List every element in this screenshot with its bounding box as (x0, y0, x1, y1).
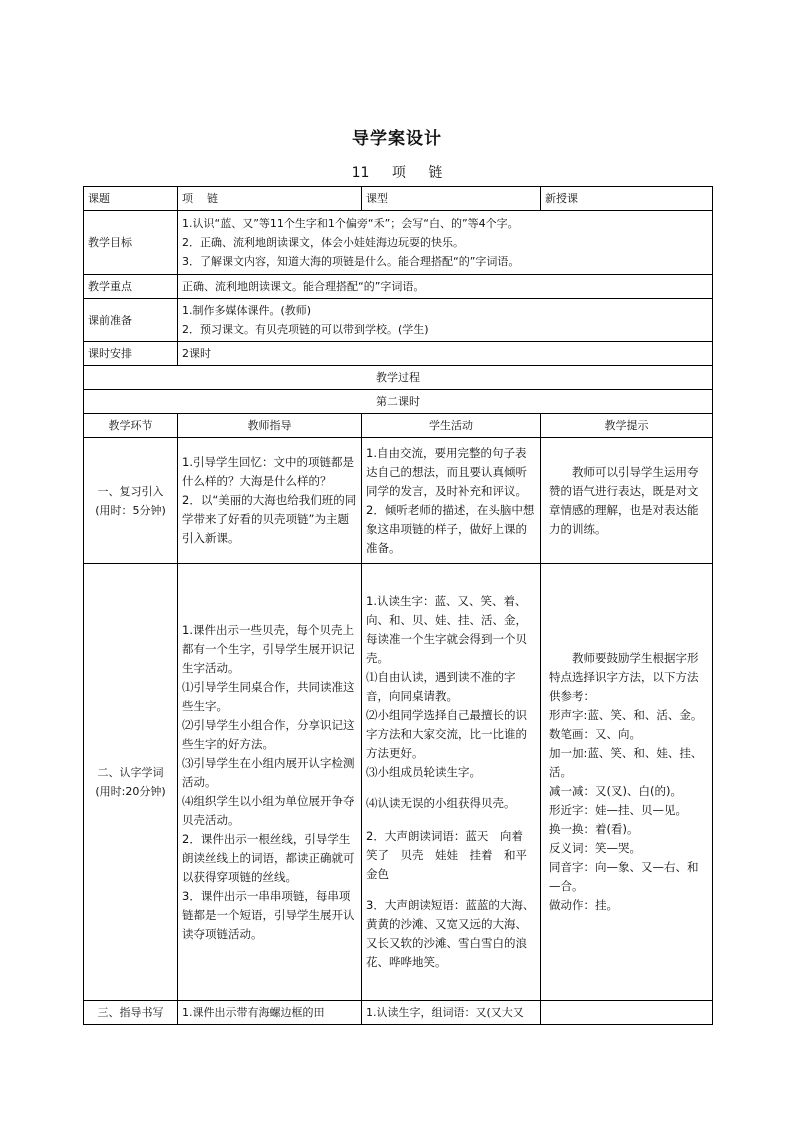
student-step: 1.自由交流，要用完整的句子表达自己的想法，而且要认真倾听同学的发言，及时补充和评议。 (366, 445, 527, 498)
info-row-prep (84, 299, 713, 342)
goal-3: 3．了解课文内容，知道大海的项链是什么。能合理搭配“的”字词语。 (182, 255, 520, 268)
stage-time: (用时:20分钟) (95, 785, 166, 798)
lesson-subtitle (0, 162, 794, 182)
type-label: 课型 (362, 187, 541, 211)
hint-text: 数笔画：又、向。 (549, 727, 641, 741)
lesson-row (84, 390, 713, 414)
lesson-title-char-2: 链 (428, 165, 443, 181)
lesson-number: 11 (351, 165, 370, 181)
type-value: 新授课 (541, 187, 713, 211)
spacer (366, 813, 536, 827)
teacher-cell (178, 564, 362, 1001)
prep-1: 1.制作多媒体课件。(教师) (182, 304, 312, 317)
prep-label: 课前准备 (84, 299, 178, 342)
stage-cell: 三、指导书写 (84, 1001, 178, 1025)
teacher-step: ⑷组织学生以小组为单位展开争夺贝壳活动。 (182, 793, 355, 827)
topic-value: 项 链 (178, 187, 362, 211)
lesson-label: 第二课时 (84, 390, 713, 414)
student-step: 2．大声朗读词语：蓝天 向着 笑了 贝壳 娃娃 挂着 和平 金色 (366, 829, 539, 881)
student-cell (362, 564, 541, 1001)
goal-2: 2．正确、流利地朗读课文，体会小娃娃海边玩耍的快乐。 (182, 236, 464, 249)
info-row-key (84, 275, 713, 299)
hint-text: 教师要鼓励学生根据字形特点选择识字方法，以下方法供参考： (549, 651, 699, 703)
lesson-plan-table (83, 186, 713, 1025)
teacher-step: 1.引导学生回忆：文中的项链都是什么样的？大海是什么样的？ (182, 455, 354, 488)
header-hint: 教学提示 (541, 414, 713, 438)
process-title-row (84, 366, 713, 390)
student-step: ⑵小组同学选择自己最擅长的识字方法和大家交流，比一比谁的方法更好。 (366, 708, 527, 760)
student-cell (362, 438, 541, 564)
hint-text: 形近字：娃—挂、贝—见。 (549, 803, 687, 817)
teacher-cell (178, 438, 362, 564)
prep-content (178, 299, 713, 342)
teacher-cell: 1.课件出示带有海螺边框的田 (178, 1001, 362, 1025)
hint-text: 换一换：着(看)。 (549, 822, 639, 836)
time-label: 课时安排 (84, 342, 178, 366)
hint-cell (541, 564, 713, 1001)
teacher-step: ⑵引导学生小组合作，分享识记这些生字的好方法。 (182, 717, 355, 751)
goals-label: 教学目标 (84, 211, 178, 275)
hint-cell (541, 1001, 713, 1025)
student-step: ⑴自由认读，遇到读不准的字音，向同桌请教。 (366, 670, 516, 703)
goal-1: 1.认识“蓝、又”等11个生字和1个偏旁“禾”；会写“白、的”等4个字。 (182, 217, 519, 230)
stage-cell (84, 564, 178, 1001)
student-step: ⑶小组成员轮读生字。 (366, 765, 481, 779)
teacher-step: 3．课件出示一串串项链，每串项链都是一个短语，引导学生展开认读夺项链活动。 (182, 888, 355, 941)
hint-text: 反义词：笑—哭。 (549, 841, 641, 855)
lesson-title-char-1: 项 (391, 165, 406, 181)
hint-text: 减一减：又(叉)、白(的)。 (549, 784, 682, 798)
header-teacher: 教师指导 (178, 414, 362, 438)
teacher-step: 2．以“美丽的大海也给我们班的同学带来了好看的贝壳项链”为主题引入新课。 (182, 493, 357, 545)
hint-text: 做动作：挂。 (549, 898, 618, 912)
hint-text: 同音字：向—象、又—右、和—合。 (549, 860, 699, 893)
column-header-row (84, 414, 713, 438)
stage-name: 二、认字学词 (97, 766, 164, 779)
time-content: 2课时 (178, 342, 713, 366)
teacher-step: ⑴引导学生同桌合作，共同读准这些生字。 (182, 679, 355, 713)
student-step: 3．大声朗读短语：蓝蓝的大海、黄黄的沙滩、又宽又远的大海、又长又软的沙滩、雪白雪白的浪花、哗哗地笑。 (366, 898, 535, 969)
stage-cell (84, 438, 178, 564)
info-row-goals (84, 211, 713, 275)
document-title: 导学案设计 (352, 129, 442, 149)
table-row (84, 564, 713, 1001)
hint-cell (541, 438, 713, 564)
header-student: 学生活动 (362, 414, 541, 438)
teacher-step: 1.课件出示一些贝壳，每个贝壳上都有一个生字，引导学生展开识记生字活动。 (182, 622, 355, 675)
process-title: 教学过程 (84, 366, 713, 390)
stage-name: 一、复习引入 (97, 484, 164, 498)
topic-label: 课题 (84, 187, 178, 211)
student-step: 2．倾听老师的描述，在头脑中想象这串项链的样子，做好上课的准备。 (366, 502, 535, 555)
student-cell: 1.认读生字，组词语：又(又大又 (362, 1001, 541, 1025)
teacher-step: 2．课件出示一根丝线，引导学生朗读丝线上的词语，都读正确就可以获得穿项链的丝线。 (182, 831, 355, 884)
hint-text: 形声字:蓝、笑、和、活、金。 (549, 708, 703, 722)
info-row-time (84, 342, 713, 366)
key-content: 正确、流利地朗读课文。能合理搭配“的”字词语。 (178, 275, 713, 299)
table-row (84, 438, 713, 564)
header-stage: 教学环节 (84, 414, 178, 438)
goals-content (178, 211, 713, 275)
spacer (366, 884, 536, 896)
student-step: 1.认读生字：蓝、又、笑、着、向、和、贝、娃、挂、活、金，每读准一个生字就会得到一个贝壳。 (366, 594, 527, 665)
table-row (84, 1001, 713, 1025)
info-row-topic (84, 187, 713, 211)
key-label: 教学重点 (84, 275, 178, 299)
hint-text: 加一加:蓝、笑、和、娃、挂、活。 (549, 746, 703, 779)
student-step: ⑷认读无误的小组获得贝壳。 (366, 796, 516, 810)
stage-time: (用时：5分钟) (95, 503, 166, 517)
prep-2: 2．预习课文。有贝壳项链的可以带到学校。(学生) (182, 323, 429, 336)
teacher-step: ⑶引导学生在小组内展开认字检测活动。 (182, 755, 355, 789)
hint-text: 教师可以引导学生运用夸赞的语气进行表达，既是对文章情感的理解，也是对表达能力的训练。 (549, 464, 699, 536)
spacer (366, 782, 536, 794)
